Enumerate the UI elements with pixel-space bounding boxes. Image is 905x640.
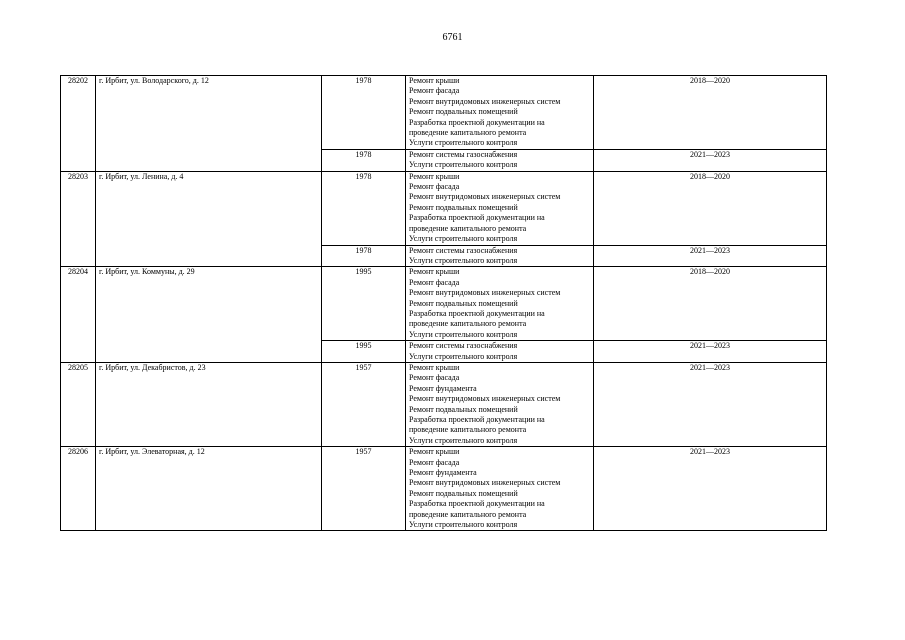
work-item: Услуги строительного контроля bbox=[409, 138, 518, 148]
year-cell: 1995 bbox=[322, 267, 406, 341]
work-item: Разработка проектной документации на bbox=[409, 308, 545, 318]
works-cell bbox=[406, 362, 594, 446]
work-item: проведение капитального ремонта bbox=[409, 425, 527, 435]
work-item: Разработка проектной документации на bbox=[409, 415, 545, 424]
work-item: Услуги строительного контроля bbox=[409, 234, 518, 244]
year-cell: 1978 bbox=[322, 149, 406, 171]
house-id-cell: 28205 bbox=[61, 362, 96, 446]
work-item: Разработка проектной документации на bbox=[409, 499, 545, 509]
work-item: Ремонт крыши bbox=[409, 171, 460, 181]
house-id-cell: 28203 bbox=[61, 171, 96, 267]
work-item: Ремонт фасада bbox=[409, 457, 460, 467]
year-cell: 1978 bbox=[322, 245, 406, 267]
work-item: проведение капитального ремонта bbox=[409, 223, 527, 233]
work-item: проведение капитального ремонта bbox=[409, 509, 527, 519]
work-item: Услуги строительного контроля bbox=[409, 520, 518, 530]
work-item: Ремонт подвальных помещений bbox=[409, 298, 518, 308]
works-cell bbox=[406, 341, 594, 363]
work-item: Ремонт внутридомовых инженерных систем bbox=[409, 192, 561, 202]
table-row bbox=[61, 447, 827, 531]
work-item: Ремонт системы газоснабжения bbox=[409, 149, 518, 159]
work-item: Ремонт внутридомовых инженерных систем bbox=[409, 394, 561, 404]
period-cell: 2021—2023 bbox=[594, 341, 827, 363]
work-item: Ремонт внутридомовых инженерных систем bbox=[409, 96, 561, 106]
year-cell: 1978 bbox=[322, 171, 406, 245]
table-row bbox=[61, 171, 827, 245]
work-item: Ремонт фасада bbox=[409, 182, 460, 192]
address-cell: г. Ирбит, ул. Декабристов, д. 23 bbox=[96, 362, 322, 446]
year-cell: 1995 bbox=[322, 341, 406, 363]
work-item: Разработка проектной документации на bbox=[409, 117, 545, 127]
work-item: Ремонт фасада bbox=[409, 277, 460, 287]
work-item: Ремонт фундамента bbox=[409, 468, 477, 478]
address-cell: г. Ирбит, ул. Коммуны, д. 29 bbox=[96, 267, 322, 363]
year-cell: 1957 bbox=[322, 447, 406, 531]
works-cell bbox=[406, 76, 594, 150]
work-item: проведение капитального ремонта bbox=[409, 128, 527, 138]
work-item: Ремонт подвальных помещений bbox=[409, 404, 518, 414]
work-item: Ремонт подвальных помещений bbox=[409, 488, 518, 498]
work-item: Услуги строительного контроля bbox=[409, 160, 518, 170]
works-cell bbox=[406, 245, 594, 267]
works-cell bbox=[406, 267, 594, 341]
period-cell: 2018—2020 bbox=[594, 267, 827, 341]
works-cell bbox=[406, 171, 594, 245]
work-item: Ремонт фасада bbox=[409, 86, 460, 96]
address-cell: г. Ирбит, ул. Элеваторная, д. 12 bbox=[96, 447, 322, 531]
work-item: Разработка проектной документации на bbox=[409, 213, 545, 223]
table-row bbox=[61, 267, 827, 341]
table-row bbox=[61, 362, 827, 446]
work-item: Ремонт системы газоснабжения bbox=[409, 341, 518, 351]
work-item: Ремонт крыши bbox=[409, 362, 460, 372]
period-cell: 2018—2020 bbox=[594, 171, 827, 245]
work-item: Услуги строительного контроля bbox=[409, 329, 518, 339]
period-cell: 2018—2020 bbox=[594, 76, 827, 150]
period-cell: 2021—2023 bbox=[594, 447, 827, 531]
works-cell bbox=[406, 447, 594, 531]
work-item: Услуги строительного контроля bbox=[409, 255, 518, 265]
house-id-cell: 28204 bbox=[61, 267, 96, 363]
work-item: Ремонт фасада bbox=[409, 373, 460, 383]
work-item: Ремонт крыши bbox=[409, 267, 460, 277]
address-cell: г. Ирбит, ул. Володарского, д. 12 bbox=[96, 76, 322, 172]
address-cell: г. Ирбит, ул. Ленина, д. 4 bbox=[96, 171, 322, 267]
year-cell: 1978 bbox=[322, 76, 406, 150]
table-row bbox=[61, 76, 827, 150]
page-number: 6761 bbox=[442, 32, 463, 43]
work-item: Ремонт крыши bbox=[409, 76, 460, 85]
works-cell bbox=[406, 149, 594, 171]
work-item: Ремонт крыши bbox=[409, 447, 460, 457]
work-item: Ремонт внутридомовых инженерных систем bbox=[409, 478, 561, 488]
house-id-cell: 28202 bbox=[61, 76, 96, 172]
period-cell: 2021—2023 bbox=[594, 362, 827, 446]
work-item: Ремонт системы газоснабжения bbox=[409, 245, 518, 255]
work-item: Ремонт подвальных помещений bbox=[409, 202, 518, 212]
house-id-cell: 28206 bbox=[61, 447, 96, 531]
work-item: Ремонт подвальных помещений bbox=[409, 107, 518, 117]
work-item: проведение капитального ремонта bbox=[409, 319, 527, 329]
year-cell: 1957 bbox=[322, 362, 406, 446]
period-cell: 2021—2023 bbox=[594, 245, 827, 267]
period-cell: 2021—2023 bbox=[594, 149, 827, 171]
work-item: Ремонт внутридомовых инженерных систем bbox=[409, 288, 561, 298]
work-item: Услуги строительного контроля bbox=[409, 435, 518, 445]
work-item: Услуги строительного контроля bbox=[409, 351, 518, 361]
repair-schedule-table bbox=[60, 75, 827, 531]
table-body bbox=[61, 76, 827, 531]
work-item: Ремонт фундамента bbox=[409, 383, 477, 393]
